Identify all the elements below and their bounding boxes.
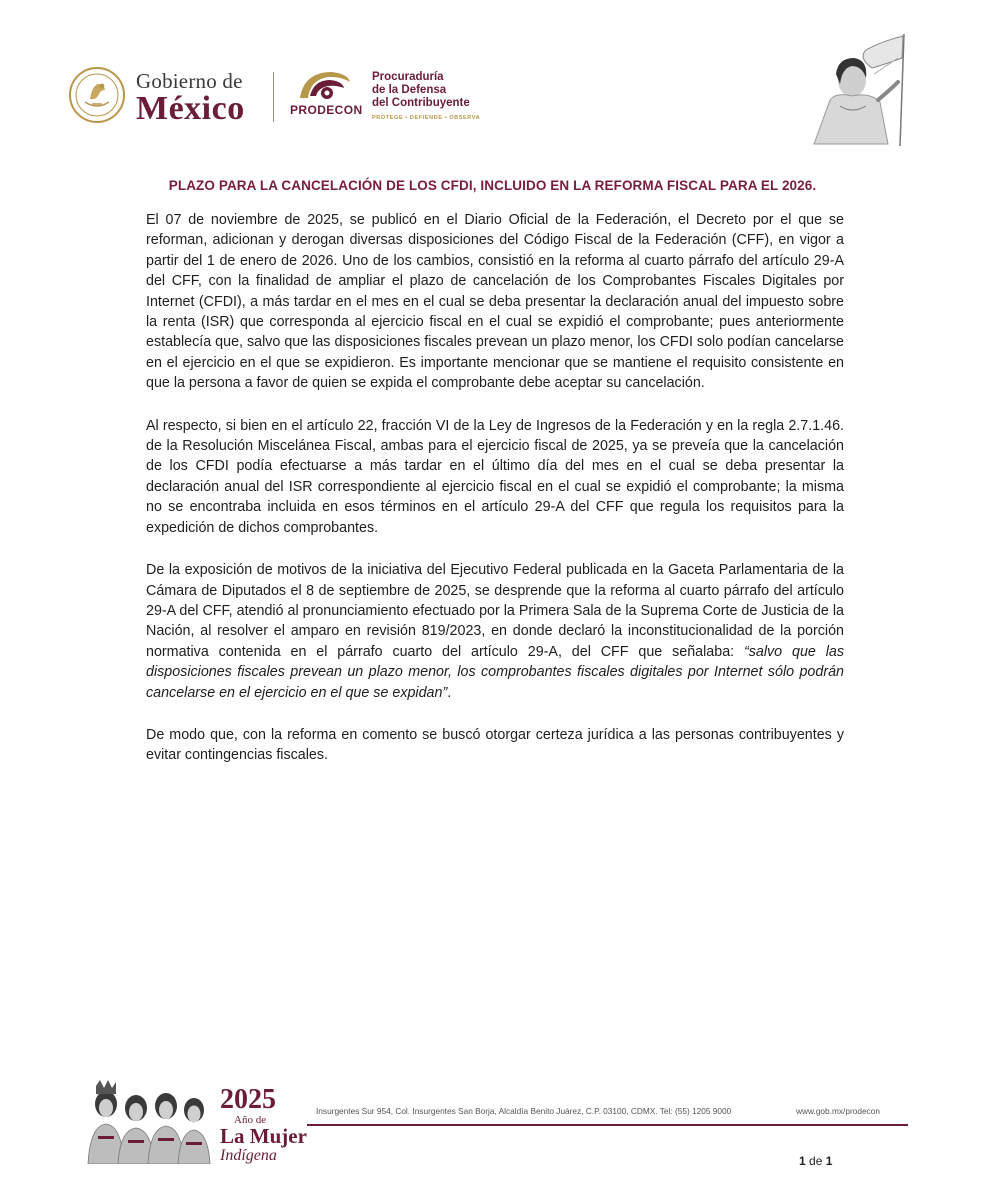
page-current: 1 xyxy=(799,1154,806,1168)
ano-de-text: Año de xyxy=(234,1114,267,1126)
body-paragraph-with-quote xyxy=(146,560,844,703)
page-number xyxy=(799,1154,832,1168)
paragraph-text: De la exposición de motivos de la iniciativa del Ejecutivo Federal publicada en la Gaceta Parlamentaria de la Cámara de Diputados el 8 de septiembre de 2025, se desprende que la reforma al cuarto párrafo del artículo 29-A del CFF, atendió al pronunciamiento efectuado por la Primera Sala de la Suprema Corte de Justicia de la Nación, al resolver el amparo en revisión 819/2023, en donde declaró la inconstitucionalidad de la porción normativa contenida en el párrafo cuarto del artículo 29-A, del CFF que señalaba: xyxy=(146,562,844,660)
body-paragraph: Al respecto, si bien en el artículo 22, fracción VI de la Ley de Ingresos de la Federación y en la regla 2.7.1.46. de la Resolución Miscelánea Fiscal, ambas para el ejercicio fiscal de 2025, ya se preveía que la cancelación de los CFDI podía efectuarse a más tardar en el último día del mes en el cual se deba presentar la declaración anual del ISR correspondiente al ejercicio fiscal en el cual se expidió el comprobante; la misma no se encontraba incluida en esos términos en el artículo 29-A del CFF que regula los requisitos para la expedición de dichos comprobantes. xyxy=(146,417,844,536)
la-mujer-text: La Mujer xyxy=(220,1124,307,1148)
prodecon-wordmark: PRODECON xyxy=(290,103,363,117)
indigena-text: Indígena xyxy=(220,1147,277,1164)
procuraduria-name xyxy=(372,71,480,125)
gobierno-small-text: Gobierno de xyxy=(136,69,243,93)
footer-address: Insurgentes Sur 954, Col. Insurgentes San Borja, Alcaldía Benito Juárez, C.P. 03100, CDMX. Tel: (55) 1205 9000 xyxy=(316,1106,732,1116)
year-number: 2025 xyxy=(220,1084,276,1115)
indigenous-women-illustration-icon xyxy=(84,1078,214,1164)
quoted-text: “salvo que las disposiciones fiscales prevean un plazo menor, los comprobantes fiscales digitales por Internet sólo podrán cancelarse en el ejercicio en el que se expidan” xyxy=(146,643,845,701)
prodecon-eye-icon xyxy=(296,68,352,104)
year-of-indigenous-woman-logo xyxy=(220,1086,307,1165)
page-of: de xyxy=(809,1154,823,1168)
procuraduria-line: Procuraduría xyxy=(372,71,444,83)
document-body xyxy=(146,210,844,788)
letterhead xyxy=(0,0,985,160)
page-total: 1 xyxy=(825,1154,833,1168)
procuraduria-line: del Contribuyente xyxy=(372,97,470,109)
heroine-flag-emblem-icon xyxy=(800,30,918,148)
body-paragraph: El 07 de noviembre de 2025, se publicó en el Diario Oficial de la Federación, el Decreto por el que se reforman, adicionan y derogan diversas disposiciones del Código Fiscal de la Federación (CFF), en vigor a partir del 1 de enero de 2026. Uno de los cambios, consistió en la reforma al cuarto párrafo del artículo 29-A del CFF, con la finalidad de ampliar el plazo de cancelación de los Comprobantes Fiscales Digitales por Internet (CFDI), a más tardar en el mes en el cual se deba presentar la declaración anual del impuesto sobre la renta (ISR) que corresponda al ejercicio fiscal en el cual se expidió el comprobante; pues anteriormente establecía que, salvo que las disposiciones fiscales prevean un plazo menor, los CFDI solo podían cancelarse en el ejercicio en el que se expidieron. Es importante mencionar que se mantiene el requisito consistente en que la persona a favor de quien se expida el comprobante debe aceptar su cancelación. xyxy=(146,212,844,392)
footer-rule xyxy=(307,1124,908,1126)
paragraph-end: . xyxy=(447,684,452,701)
footer-website: www.gob.mx/prodecon xyxy=(796,1106,880,1116)
body-paragraph: De modo que, con la reforma en comento se buscó otorgar certeza jurídica a las personas contribuyentes y evitar contingencias fiscales. xyxy=(146,726,844,764)
document-title: PLAZO PARA LA CANCELACIÓN DE LOS CFDI, INCLUIDO EN LA REFORMA FISCAL PARA EL 2026. xyxy=(168,178,817,193)
gobierno-big-text: México xyxy=(136,90,245,127)
national-seal-icon xyxy=(68,66,126,124)
procuraduria-line: de la Defensa xyxy=(372,84,447,96)
header-divider xyxy=(273,72,274,122)
procuraduria-tagline: PROTEGE • DEFIENDE • OBSERVA xyxy=(372,115,481,121)
gobierno-de-mexico-logo xyxy=(136,70,245,126)
